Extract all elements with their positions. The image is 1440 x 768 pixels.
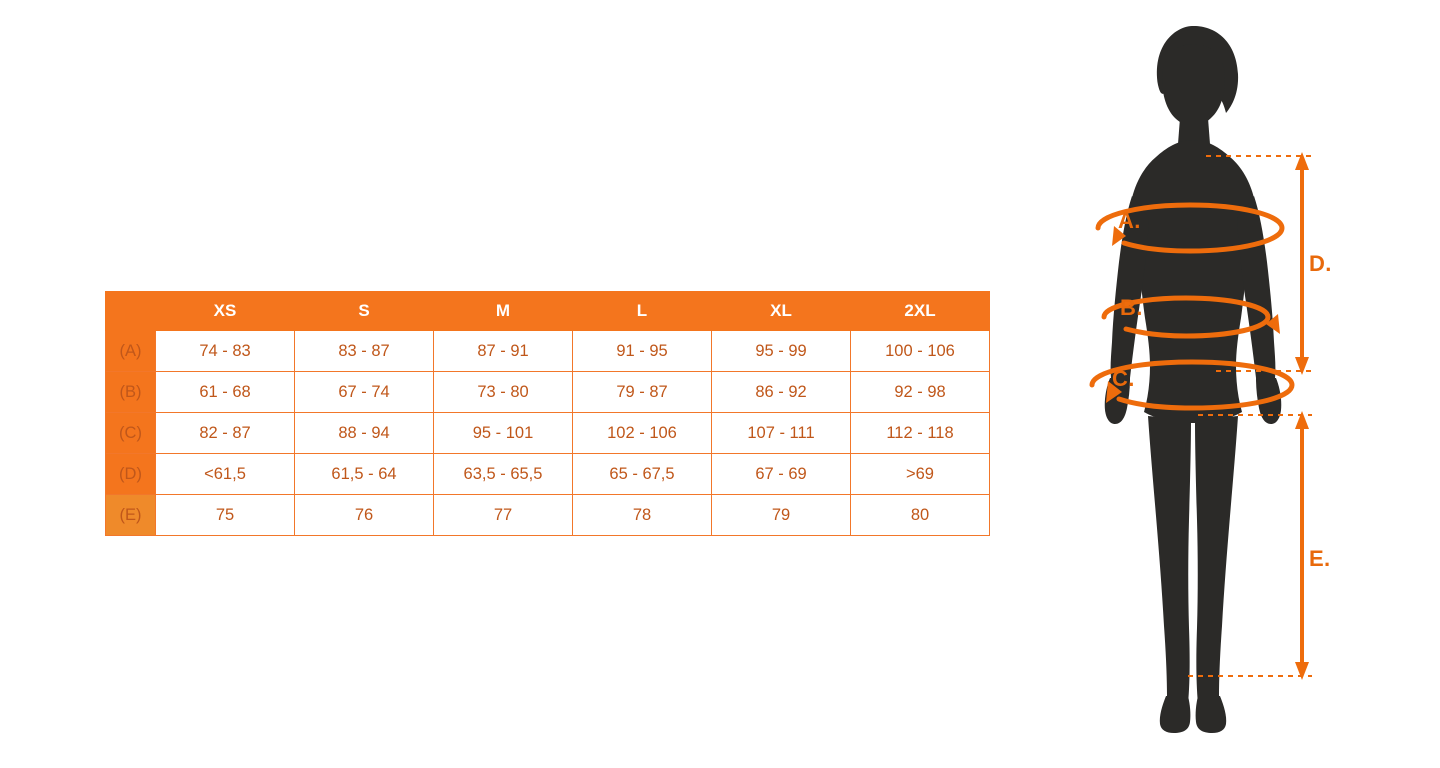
label-c: C.	[1112, 366, 1135, 391]
cell-a-s: 83 - 87	[295, 331, 434, 372]
cell-e-xs: 75	[156, 495, 295, 536]
table-header	[106, 292, 990, 331]
column-header-s: S	[295, 292, 434, 331]
measurement-figure-panel	[1040, 0, 1440, 768]
cell-d-m: 63,5 - 65,5	[434, 454, 573, 495]
cell-e-s: 76	[295, 495, 434, 536]
column-header-2xl: 2XL	[851, 292, 990, 331]
cell-e-xl: 79	[712, 495, 851, 536]
table-body	[106, 331, 990, 536]
cell-a-2xl: 100 - 106	[851, 331, 990, 372]
cell-c-xs: 82 - 87	[156, 413, 295, 454]
cell-d-s: 61,5 - 64	[295, 454, 434, 495]
row-label-b: (B)	[106, 372, 156, 413]
cell-c-l: 102 - 106	[573, 413, 712, 454]
cell-e-l: 78	[573, 495, 712, 536]
cell-c-m: 95 - 101	[434, 413, 573, 454]
column-header-l: L	[573, 292, 712, 331]
cell-a-xs: 74 - 83	[156, 331, 295, 372]
size-chart-table-container	[105, 291, 990, 536]
cell-a-m: 87 - 91	[434, 331, 573, 372]
cell-b-l: 79 - 87	[573, 372, 712, 413]
table-corner-cell	[106, 292, 156, 331]
row-label-a: (A)	[106, 331, 156, 372]
column-header-xl: XL	[712, 292, 851, 331]
cell-c-xl: 107 - 111	[712, 413, 851, 454]
cell-d-l: 65 - 67,5	[573, 454, 712, 495]
cell-d-xl: 67 - 69	[712, 454, 851, 495]
table-row	[106, 331, 990, 372]
column-header-xs: XS	[156, 292, 295, 331]
table-row	[106, 495, 990, 536]
cell-e-m: 77	[434, 495, 573, 536]
cell-b-m: 73 - 80	[434, 372, 573, 413]
cell-e-2xl: 80	[851, 495, 990, 536]
cell-d-xs: <61,5	[156, 454, 295, 495]
row-label-d: (D)	[106, 454, 156, 495]
cell-a-xl: 95 - 99	[712, 331, 851, 372]
cell-b-xl: 86 - 92	[712, 372, 851, 413]
row-label-e: (E)	[106, 495, 156, 536]
label-d: D.	[1309, 251, 1332, 276]
cell-c-2xl: 112 - 118	[851, 413, 990, 454]
cell-a-l: 91 - 95	[573, 331, 712, 372]
label-e: E.	[1309, 546, 1331, 571]
cell-c-s: 88 - 94	[295, 413, 434, 454]
table-row	[106, 454, 990, 495]
table-row	[106, 372, 990, 413]
label-b: B.	[1120, 295, 1143, 320]
size-chart-table	[105, 291, 990, 536]
cell-b-xs: 61 - 68	[156, 372, 295, 413]
column-header-m: M	[434, 292, 573, 331]
row-label-c: (C)	[106, 413, 156, 454]
female-body-silhouette-diagram	[1040, 0, 1440, 768]
table-header-row	[106, 292, 990, 331]
cell-b-2xl: 92 - 98	[851, 372, 990, 413]
cell-d-2xl: >69	[851, 454, 990, 495]
cell-b-s: 67 - 74	[295, 372, 434, 413]
label-a: A.	[1118, 208, 1141, 233]
table-row	[106, 413, 990, 454]
